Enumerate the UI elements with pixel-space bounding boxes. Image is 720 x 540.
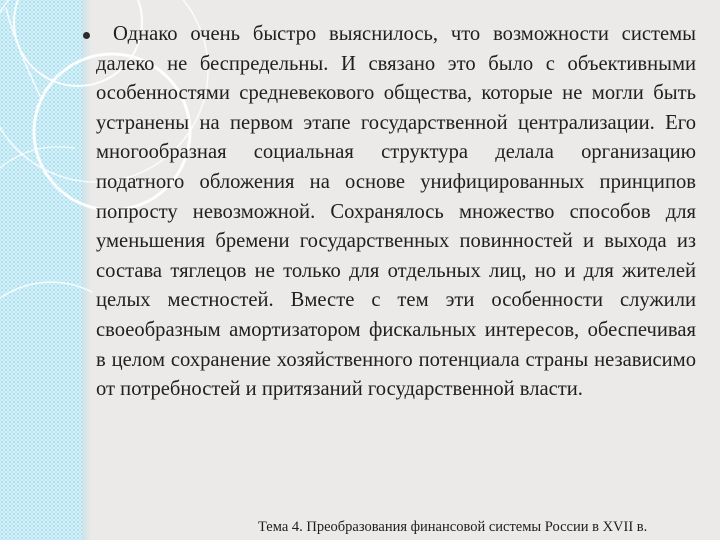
- body-paragraph: Однако очень быстро выяснилось, что возможности системы далеко не беспредельны. И связано это было с объективными особенностями средневекового общества, которые не могли быть устранены на первом этапе государственной централизации. Его многообразная социальная структура делала организацию податного обложения на основе унифицированных принципов попросту невозможной. Сохранялось множество способов для уменьшения бремени государственных повинностей и выхода из состава тяглецов не только для отдельных лиц, но и для жителей целых местностей. Вместе с тем эти особенности служили своеобразным амортизатором фискальных интересов, обеспечивая в целом сохранение хозяйственного потенциала страны независимо от потребностей и притязаний государственной власти.: [96, 23, 696, 401]
- slide-footer: Тема 4. Преобразования финансовой системы России в XVII в.: [258, 519, 648, 535]
- decorative-side-band: [0, 0, 82, 540]
- slide-content: [96, 20, 696, 405]
- bullet-icon: [83, 32, 90, 39]
- divider-shadow: [82, 0, 92, 540]
